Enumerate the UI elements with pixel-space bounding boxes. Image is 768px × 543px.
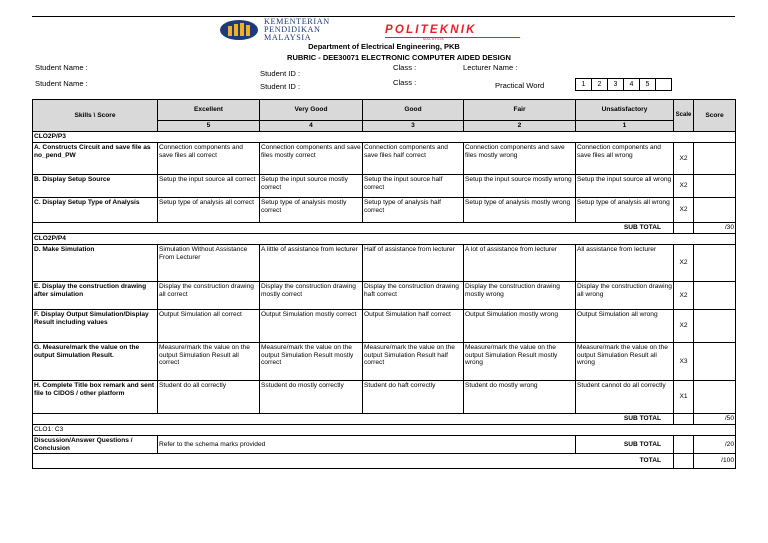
total-label: TOTAL [33, 454, 674, 469]
rubric-table [32, 99, 736, 469]
subtotal-label: SUB TOTAL [33, 223, 674, 234]
criteria-cell: Student do all correctly [158, 381, 260, 414]
scale-header: Scale [674, 100, 694, 132]
score-input-cell[interactable] [694, 343, 736, 381]
class-label-2: Class : [393, 78, 417, 87]
practical-box-2[interactable]: 2 [592, 79, 608, 91]
points-1: 1 [576, 121, 674, 132]
score-input-cell[interactable] [694, 282, 736, 310]
politeknik-logo [385, 24, 520, 44]
student-name-label-1: Student Name : [35, 63, 88, 72]
student-id-label-1: Student ID : [260, 69, 301, 78]
politeknik-logo-text: POLITEKNIK [385, 24, 477, 36]
criteria-cell: Setup type of analysis all correct [158, 198, 260, 223]
level-header-very-good: Very Good [260, 100, 363, 121]
skills-score-header: Skills \ Score [33, 100, 158, 132]
rubric-title: RUBRIC - DEE30071 ELECTRONIC COMPUTER AIDED DESIGN [287, 53, 511, 62]
level-header-unsatisfactory: Unsatisfactory [576, 100, 674, 121]
skill-label: B. Display Setup Source [33, 175, 158, 198]
student-name-label-2: Student Name : [35, 79, 88, 88]
criteria-cell: Setup type of analysis half correct [363, 198, 464, 223]
criteria-cell: Display the construction drawing mostly correct [260, 282, 363, 310]
table-row [33, 310, 736, 343]
skill-label: C. Display Setup Type of Analysis [33, 198, 158, 223]
skill-label: F. Display Output Simulation/Display Result including values [33, 310, 158, 343]
criteria-cell: Setup the input source all wrong [576, 175, 674, 198]
discussion-subtotal-label: SUB TOTAL [576, 436, 674, 454]
discussion-skill-label: Discussion/Answer Questions / Conclusion [33, 436, 158, 454]
discussion-subtotal-value[interactable]: /20 [694, 436, 736, 454]
scale-cell: X2 [674, 245, 694, 282]
lecturer-name-label: Lecturer Name : [463, 63, 518, 72]
criteria-cell: A little of assistance from lecturer [260, 245, 363, 282]
scale-cell: X2 [674, 198, 694, 223]
score-input-cell[interactable] [694, 198, 736, 223]
practical-word-boxes [575, 78, 672, 91]
skill-label: A. Constructs Circuit and save file as no_pend_PW [33, 143, 158, 175]
points-3: 3 [363, 121, 464, 132]
total-value[interactable]: /100 [694, 454, 736, 469]
table-row [33, 381, 736, 414]
practical-box-1[interactable]: 1 [576, 79, 592, 91]
criteria-cell: Setup the input source mostly correct [260, 175, 363, 198]
section-label-clo2p-p4: CLO2P/P4 [33, 234, 736, 245]
level-header-fair: Fair [464, 100, 576, 121]
criteria-cell: Student do haft correctly [363, 381, 464, 414]
criteria-cell: Display the construction drawing all correct [158, 282, 260, 310]
top-border-line [32, 16, 735, 17]
kpm-logo-text: KEMENTERIAN PENDIDIKAN MALAYSIA [264, 17, 330, 42]
criteria-cell: Simulation Without Assistance From Lecturer [158, 245, 260, 282]
practical-box-3[interactable]: 3 [608, 79, 624, 91]
scale-cell: X2 [674, 143, 694, 175]
skill-label: D. Make Simulation [33, 245, 158, 282]
discussion-text: Refer to the schema marks provided [158, 436, 576, 454]
criteria-cell: Setup type of analysis all wrong [576, 198, 674, 223]
criteria-cell: Display the construction drawing all wrong [576, 282, 674, 310]
subtotal-value[interactable]: /30 [694, 223, 736, 234]
criteria-cell: Display the construction drawing mostly wrong [464, 282, 576, 310]
practical-box-4[interactable]: 4 [624, 79, 640, 91]
criteria-cell: Student cannot do all correctly [576, 381, 674, 414]
criteria-cell: Setup the input source mostly wrong [464, 175, 576, 198]
criteria-cell: Connection components and save files mostly correct [260, 143, 363, 175]
criteria-cell: Setup the input source half correct [363, 175, 464, 198]
score-input-cell[interactable] [694, 310, 736, 343]
score-input-cell[interactable] [694, 175, 736, 198]
kpm-emblem-icon [220, 20, 258, 40]
score-input-cell[interactable] [694, 245, 736, 282]
criteria-cell: Display the construction drawing haft correct [363, 282, 464, 310]
politeknik-logo-subtext: MALAYSIA [423, 37, 445, 41]
points-4: 4 [260, 121, 363, 132]
criteria-cell: Output Simulation half correct [363, 310, 464, 343]
table-row [33, 343, 736, 381]
criteria-cell: A lot of assistance from lecturer [464, 245, 576, 282]
section-label-clo2p-p3: CLO2P/P3 [33, 132, 736, 143]
section-label-clo1: CLO1: C3 [33, 425, 736, 436]
skill-label: E. Display the construction drawing after simulation [33, 282, 158, 310]
criteria-cell: Output Simulation all wrong [576, 310, 674, 343]
criteria-cell: Output Simulation mostly correct [260, 310, 363, 343]
criteria-cell: Setup type of analysis mostly correct [260, 198, 363, 223]
class-label-1: Class : [393, 63, 417, 72]
score-input-cell[interactable] [694, 381, 736, 414]
subtotal-scale-blank [674, 414, 694, 425]
criteria-cell: Half of assistance from lecturer [363, 245, 464, 282]
criteria-cell: Output Simulation mostly wrong [464, 310, 576, 343]
total-scale-blank [674, 454, 694, 469]
criteria-cell: Connection components and save files all wrong [576, 143, 674, 175]
student-id-label-2: Student ID : [260, 82, 301, 91]
score-input-cell[interactable] [694, 143, 736, 175]
criteria-cell: Measure/mark the value on the output Simulation Result all correct [158, 343, 260, 381]
criteria-cell: Connection components and save files mostly wrong [464, 143, 576, 175]
criteria-cell: Sstudent do mostly correctly [260, 381, 363, 414]
score-header: Score [694, 100, 736, 132]
scale-cell: X1 [674, 381, 694, 414]
subtotal-label: SUB TOTAL [33, 414, 674, 425]
points-5: 5 [158, 121, 260, 132]
practical-box-blank[interactable] [656, 79, 672, 91]
skill-label: H. Complete Title box remark and sent file to CIDOS / other platform [33, 381, 158, 414]
scale-cell: X3 [674, 343, 694, 381]
skill-label: G. Measure/mark the value on the output Simulation Result. [33, 343, 158, 381]
criteria-cell: Setup the input source all correct [158, 175, 260, 198]
criteria-cell: Measure/mark the value on the output Simulation Result all wrong [576, 343, 674, 381]
criteria-cell: Connection components and save files all correct [158, 143, 260, 175]
points-2: 2 [464, 121, 576, 132]
practical-word-label: Practical Word [495, 81, 545, 90]
criteria-cell: Student do mostly wrong [464, 381, 576, 414]
table-row [33, 282, 736, 310]
politeknik-logo-underline [385, 37, 520, 38]
kpm-logo [220, 18, 365, 42]
criteria-cell: Measure/mark the value on the output Simulation Result mostly correct [260, 343, 363, 381]
department-title: Department of Electrical Engineering, PKB [308, 42, 460, 51]
scale-cell: X2 [674, 282, 694, 310]
practical-box-5[interactable]: 5 [640, 79, 656, 91]
criteria-cell: Measure/mark the value on the output Simulation Result mostly wrong [464, 343, 576, 381]
discussion-scale-blank [674, 436, 694, 454]
criteria-cell: Connection components and save files half correct [363, 143, 464, 175]
subtotal-scale-blank [674, 223, 694, 234]
scale-cell: X2 [674, 310, 694, 343]
subtotal-value[interactable]: /50 [694, 414, 736, 425]
criteria-cell: Measure/mark the value on the output Simulation Result half correct [363, 343, 464, 381]
level-header-good: Good [363, 100, 464, 121]
criteria-cell: All assistance from lecturer [576, 245, 674, 282]
table-row [33, 245, 736, 282]
level-header-excellent: Excellent [158, 100, 260, 121]
table-row [33, 143, 736, 175]
scale-cell: X2 [674, 175, 694, 198]
criteria-cell: Setup type of analysis mostly wrong [464, 198, 576, 223]
table-row [33, 175, 736, 198]
criteria-cell: Output Simulation all correct [158, 310, 260, 343]
table-row [33, 198, 736, 223]
